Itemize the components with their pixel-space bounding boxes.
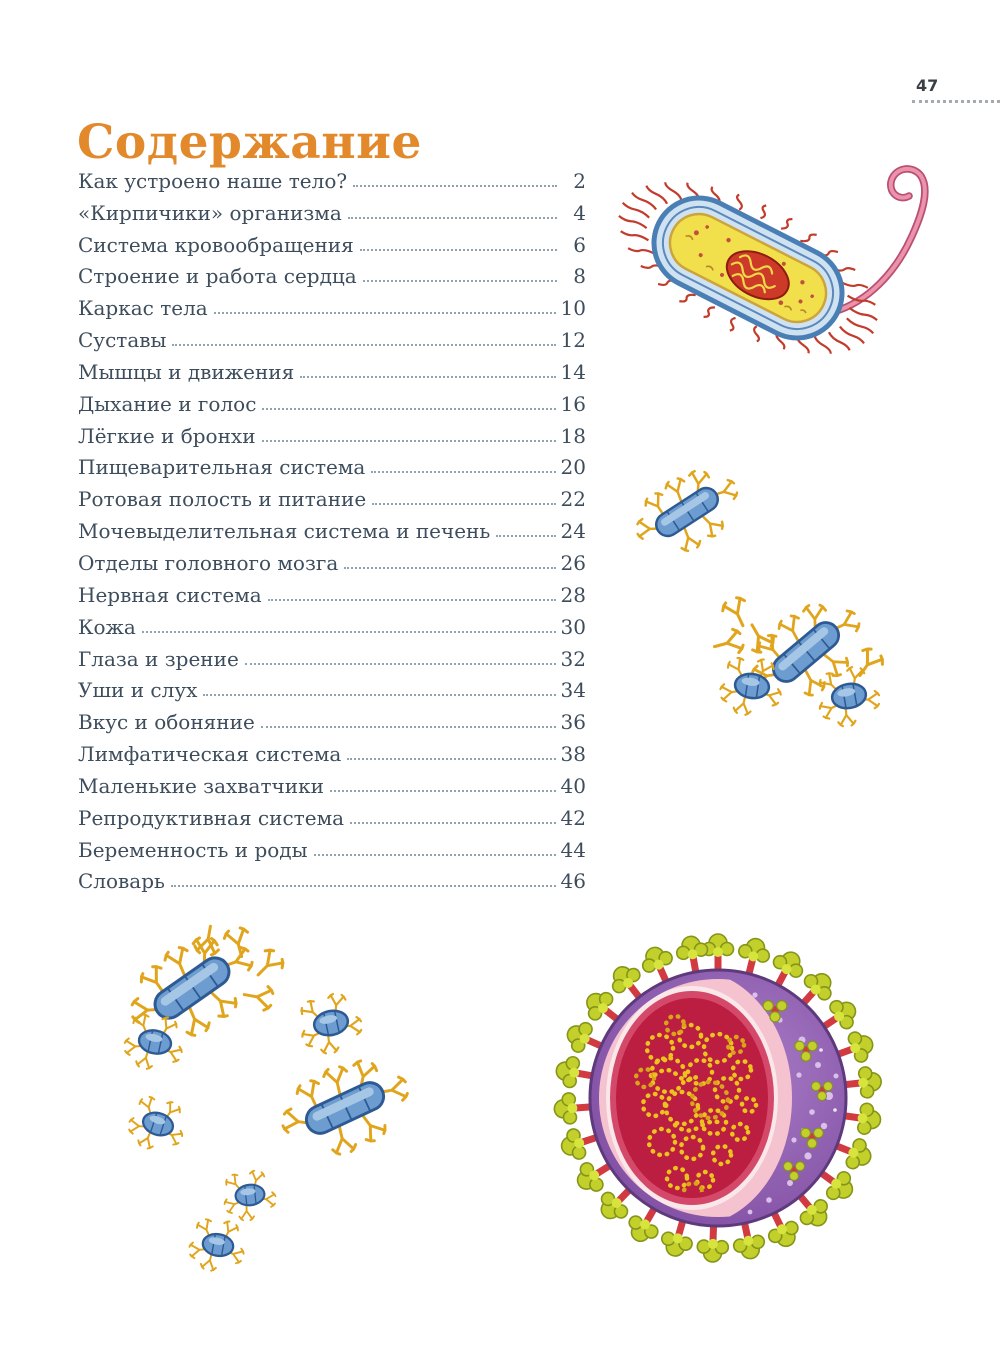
toc-entry[interactable] [78, 482, 586, 514]
dotted-leader [372, 503, 555, 505]
toc-entry[interactable] [78, 451, 586, 483]
toc-entry-page: 20 [560, 455, 586, 480]
toc-entry-label: Глаза и зрение [78, 646, 239, 671]
toc-entry-label: Каркас тела [78, 296, 208, 321]
page-title: Содержание [77, 115, 422, 171]
toc-entry-page: 42 [560, 805, 586, 830]
toc-entry[interactable] [78, 419, 586, 451]
toc-entry-page: 6 [573, 232, 586, 257]
toc-entry-label: Пищеварительная система [78, 455, 366, 480]
toc-entry-page: 24 [560, 519, 586, 544]
toc-entry-label: Репродуктивная система [78, 805, 345, 830]
bacteria-antibody-cluster-illustration [115, 915, 420, 1280]
toc-entry-page: 28 [560, 582, 586, 607]
toc-entry[interactable] [78, 355, 586, 387]
toc-entry-page: 4 [573, 200, 586, 225]
rod-bacterium [625, 455, 754, 570]
antibody-icon [720, 595, 754, 631]
toc-entry-page: 46 [560, 869, 586, 894]
toc-entry-label: Система кровообращения [78, 232, 354, 257]
toc-entry[interactable] [78, 196, 586, 228]
toc-entry-page: 30 [560, 614, 586, 639]
toc-entry-page: 40 [560, 773, 586, 798]
toc-entry-page: 34 [560, 678, 586, 703]
dotted-leader [262, 440, 556, 442]
toc-entry[interactable] [78, 705, 586, 737]
toc-entry-label: Отделы головного мозга [78, 550, 339, 575]
coccus-bacterium [119, 1008, 189, 1075]
dotted-leader [261, 726, 556, 728]
toc-entry[interactable] [78, 865, 586, 897]
dotted-leader [262, 408, 555, 410]
dotted-leader [371, 471, 555, 473]
toc-entry-page: 26 [560, 550, 586, 575]
dotted-leader [496, 535, 555, 537]
dotted-leader [245, 663, 556, 665]
dotted-leader [171, 885, 556, 887]
toc-entry-label: Беременность и роды [78, 837, 308, 862]
dotted-leader [360, 249, 557, 251]
virus-interior [592, 970, 792, 1226]
dotted-leader [142, 631, 556, 633]
toc-entry[interactable] [78, 164, 586, 196]
coccus-bacterium [122, 1090, 192, 1158]
dotted-leader [363, 280, 557, 282]
toc-entry[interactable] [78, 674, 586, 706]
rod-bacterium [266, 1040, 420, 1175]
dotted-leader [330, 790, 556, 792]
dotted-leader [347, 758, 555, 760]
toc-entry-page: 14 [560, 359, 586, 384]
toc-entry[interactable] [78, 737, 586, 769]
dotted-leader [314, 854, 556, 856]
toc-entry-label: Вкус и обоняние [78, 710, 255, 735]
toc-entry-label: Кожа [78, 614, 136, 639]
toc-entry-label: Как устроено наше тело? [78, 168, 348, 193]
toc-entry-page: 32 [560, 646, 586, 671]
toc-entry[interactable] [78, 769, 586, 801]
toc-entry[interactable] [78, 260, 586, 292]
toc-entry-page: 16 [560, 391, 586, 416]
bacterium-body [593, 147, 903, 389]
dotted-leader [350, 822, 556, 824]
toc-entry-label: Уши и слух [78, 678, 198, 703]
toc-entry-label: Дыхание и голос [78, 391, 257, 416]
dotted-leader [300, 376, 555, 378]
toc-entry[interactable] [78, 642, 586, 674]
dotted-leader [268, 599, 556, 601]
toc-entry-page: 2 [573, 168, 586, 193]
toc-entry[interactable] [78, 610, 586, 642]
toc-entry-label: Лимфатическая система [78, 742, 342, 767]
toc-entry-label: Лёгкие и бронхи [78, 423, 256, 448]
antibody-icon [250, 947, 287, 984]
antibody-icon [711, 628, 744, 658]
flagellated-bacterium-illustration [590, 130, 1000, 400]
bacteria-with-antibodies-illustration [695, 585, 900, 735]
coccus-bacterium [185, 1214, 250, 1276]
toc-entry[interactable] [78, 291, 586, 323]
toc-entry-page: 18 [560, 423, 586, 448]
toc-entry-label: Ротовая полость и питание [78, 487, 367, 512]
toc-entry-page: 22 [560, 487, 586, 512]
toc-entry[interactable] [78, 387, 586, 419]
antibody-coated-bacterium-illustration [625, 455, 755, 570]
toc-entry[interactable] [78, 578, 586, 610]
toc-entry[interactable] [78, 833, 586, 865]
page-number: 47 [916, 76, 939, 95]
toc-entry[interactable] [78, 801, 586, 833]
table-of-contents [78, 164, 586, 896]
dotted-leader [214, 312, 556, 314]
toc-entry-page: 38 [560, 742, 586, 767]
header-dotted-rule [912, 100, 1000, 103]
toc-entry-label: Нервная система [78, 582, 262, 607]
dotted-leader [203, 694, 555, 696]
dotted-leader [344, 567, 555, 569]
coccus-bacterium [220, 1168, 278, 1223]
toc-entry-label: Мочевыделительная система и печень [78, 519, 491, 544]
toc-entry[interactable] [78, 546, 586, 578]
toc-entry-label: Словарь [78, 869, 165, 894]
toc-entry-page: 36 [560, 710, 586, 735]
toc-entry-page: 8 [573, 264, 586, 289]
toc-entry[interactable] [78, 323, 586, 355]
toc-entry-page: 10 [560, 296, 586, 321]
toc-entry-label: Суставы [78, 328, 167, 353]
toc-entry[interactable] [78, 228, 586, 260]
toc-entry-label: «Кирпичики» организма [78, 200, 342, 225]
toc-entry-label: Маленькие захватчики [78, 773, 324, 798]
virus-cross-section-illustration [550, 900, 900, 1290]
toc-entry-page: 44 [560, 837, 586, 862]
antibody-icon [242, 983, 274, 1011]
antibody-icon [223, 926, 253, 959]
coccus-bacterium [812, 662, 884, 731]
toc-entry[interactable] [78, 514, 586, 546]
coccus-bacterium [294, 988, 367, 1059]
dotted-leader [172, 344, 555, 346]
toc-entry-label: Мышцы и движения [78, 359, 295, 384]
toc-entry-page: 12 [560, 328, 586, 353]
dotted-leader [353, 185, 557, 187]
dotted-leader [348, 217, 557, 219]
toc-entry-label: Строение и работа сердца [78, 264, 357, 289]
